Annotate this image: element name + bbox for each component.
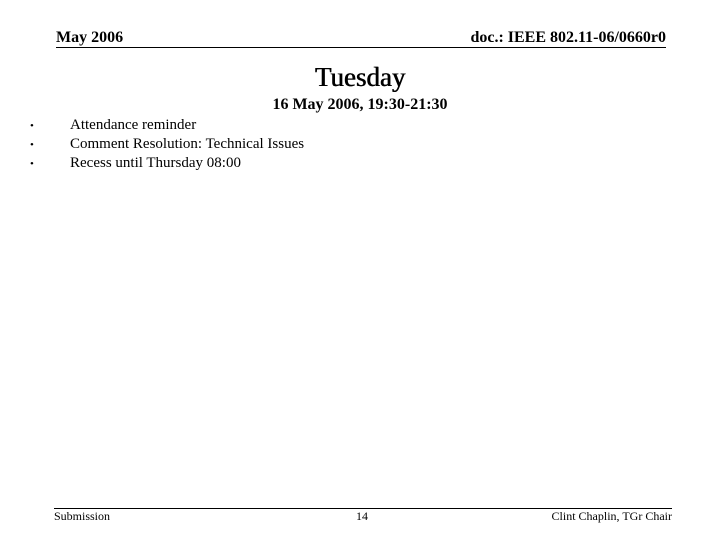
header-divider xyxy=(56,47,666,48)
page-number: 14 xyxy=(356,509,368,523)
bullet-list xyxy=(30,116,304,173)
bullet-text: Recess until Thursday 08:00 xyxy=(70,155,241,171)
bullet-text: Attendance reminder xyxy=(70,117,197,133)
bullet-icon: • xyxy=(30,157,34,170)
bullet-icon: • xyxy=(30,138,34,151)
slide-title: Tuesday xyxy=(314,62,406,92)
bullet-text: Comment Resolution: Technical Issues xyxy=(70,136,305,152)
header-doc-id: doc.: IEEE 802.11-06/0660r0 xyxy=(470,29,666,46)
header-date: May 2006 xyxy=(56,29,124,46)
bullet-icon: • xyxy=(30,119,34,132)
footer-author: Clint Chaplin, TGr Chair xyxy=(551,509,672,523)
slide-subtitle: 16 May 2006, 19:30-21:30 xyxy=(272,96,448,113)
bullet-item xyxy=(30,154,304,173)
bullet-item xyxy=(30,135,304,154)
bullet-item xyxy=(30,116,304,135)
footer-submission: Submission xyxy=(54,509,111,523)
